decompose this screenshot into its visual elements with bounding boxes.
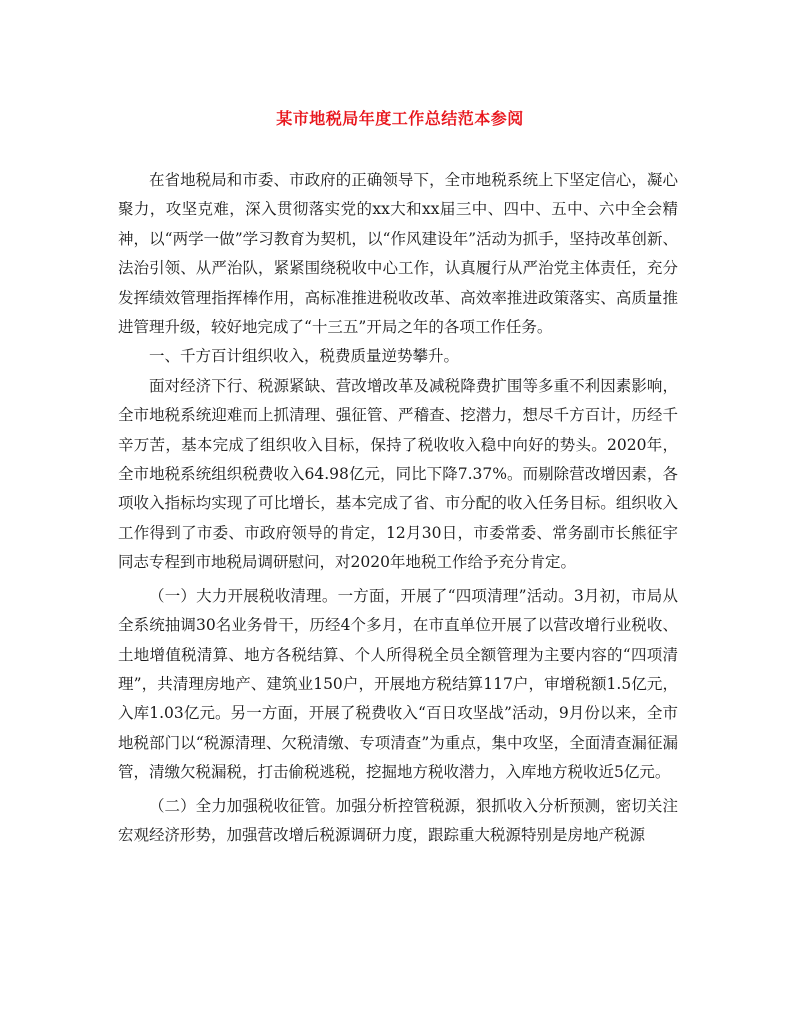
section-heading: 一、千方百计组织收入，税费质量逆势攀升。 — [149, 347, 460, 366]
section-paragraph: 面对经济下行、税源紧缺、营改增改革及减税降费扩围等多重不利因素影响，全市地税系统迎难而上抓清理、强征管、严稽查、挖潜力，想尽千方百计，历经千辛万苦，基本完成了组织收入目标，保持了税收收入稳中向好的势头。2020年，全市地税系统组织税费收入64.98亿元，同比下降7.37%。而剔除营改增因素，各项收入指标均实现了可比增长，基本完成了省、市分配的收入任务目标。组织收入工作得到了市委、市政府领导的肯定，12月30日，市委常委、常务副市长熊征宇同志专程到市地税局调研慰问，对2020年地税工作给予充分肯定。 — [118, 376, 678, 572]
document-title: 某市地税局年度工作总结范本参阅 — [276, 109, 524, 128]
subsection-paragraph-2: （二）全力加强税收征管。加强分析控管税源，狠抓收入分析预测，密切关注宏观经济形势，加强营改增后税源调研力度，跟踪重大税源特别是房地产税源 — [118, 796, 678, 844]
subsection-paragraph-1: （一）大力开展税收清理。一方面，开展了“四项清理”活动。3月初，市局从全系统抽调30名业务骨干，历经4个多月，在市直单位开展了以营改增行业税收、土地增值税清算、地方各税结算、个人所得税全员全额管理为主要内容的“四项清理”，共清理房地产、建筑业150户，开展地方税结算117户，审增税额1.5亿元，入库1.03亿元。另一方面，开展了税费收入“百日攻坚战”活动，9月份以来，全市地税部门以“税源清理、欠税清缴、专项清查”为重点，集中攻坚，全面清查漏征漏管，清缴欠税漏税，打击偷税逃税，挖掘地方税收潜力，入库地方税收近5亿元。 — [118, 586, 678, 782]
intro-paragraph: 在省地税局和市委、市政府的正确领导下，全市地税系统上下坚定信心，凝心聚力，攻坚克难，深入贯彻落实党的xx大和xx届三中、四中、五中、六中全会精神，以“两学一做”学习教育为契机，以“作风建设年”活动为抓手，坚持改革创新、法治引领、从严治队，紧紧围绕税收中心工作，认真履行从严治党主体责任，充分发挥绩效管理指挥棒作用，高标准推进税收改革、高效率推进政策落实、高质量推进管理升级，较好地完成了“十三五”开局之年的各项工作任务。 — [118, 171, 678, 337]
document-body — [118, 166, 678, 850]
